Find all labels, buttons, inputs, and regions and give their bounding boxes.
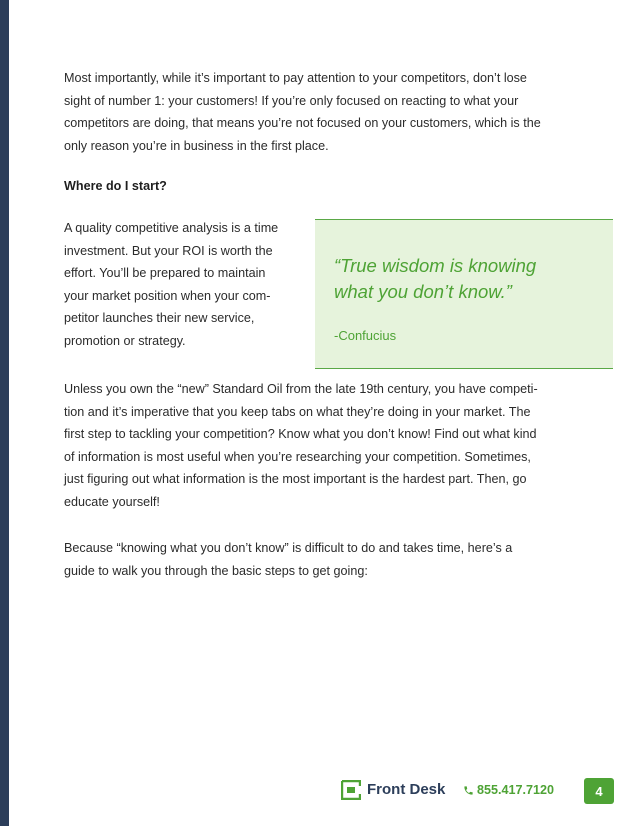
brand-name: Front Desk [367, 781, 446, 798]
text-line: competitors are doing, that means you’re not focused on your customers, which is the [64, 116, 541, 131]
intro-paragraph [64, 67, 541, 157]
left-accent-bar [0, 0, 9, 826]
quote-line: what you don’t know.” [334, 281, 512, 302]
page-number-badge: 4 [584, 778, 614, 804]
phone-number[interactable]: 855.417.7120 [477, 783, 555, 797]
quote-line: “True wisdom is knowing [334, 255, 537, 276]
page-footer [341, 778, 616, 804]
text-line: guide to walk you through the basic steps to get going: [64, 563, 368, 578]
text-line: of information is most useful when you’re researching your competition. Sometimes, [64, 449, 531, 464]
quote-author: -Confucius [334, 328, 397, 343]
text-line: only reason you’re in business in the first place. [64, 138, 329, 153]
guide-paragraph [64, 537, 512, 582]
pull-quote-box [315, 219, 613, 369]
text-line: your market position when your com- [64, 288, 271, 303]
front-desk-logo-icon [341, 780, 361, 800]
text-line: educate yourself! [64, 494, 160, 509]
competition-paragraph [64, 378, 538, 514]
pull-quote-text [334, 253, 599, 305]
text-line: promotion or strategy. [64, 333, 186, 348]
section-heading: Where do I start? [64, 179, 167, 193]
investment-paragraph [64, 217, 278, 353]
text-line: A quality competitive analysis is a time [64, 221, 279, 235]
text-line: just figuring out what information is the most important is the hardest part. Then, go [64, 472, 527, 487]
phone-icon [463, 785, 474, 796]
text-line: effort. You’ll be prepared to maintain [64, 266, 266, 281]
text-line: investment. But your ROI is worth the [64, 243, 273, 258]
text-line: Because “knowing what you don’t know” is difficult to do and takes time, here’s a [64, 541, 513, 555]
text-line: sight of number 1: your customers! If you’re only focused on reacting to what your [64, 93, 519, 108]
text-line: Most importantly, while it’s important to pay attention to your competitors, don’t lose [64, 71, 527, 85]
text-line: first step to tackling your competition? Know what you don’t know! Find out what kind [64, 427, 537, 442]
text-line: petitor launches their new service, [64, 311, 255, 326]
text-line: tion and it’s imperative that you keep tabs on what they’re doing in your market. The [64, 404, 531, 419]
text-line: Unless you own the “new” Standard Oil from the late 19th century, you have competi- [64, 382, 538, 396]
